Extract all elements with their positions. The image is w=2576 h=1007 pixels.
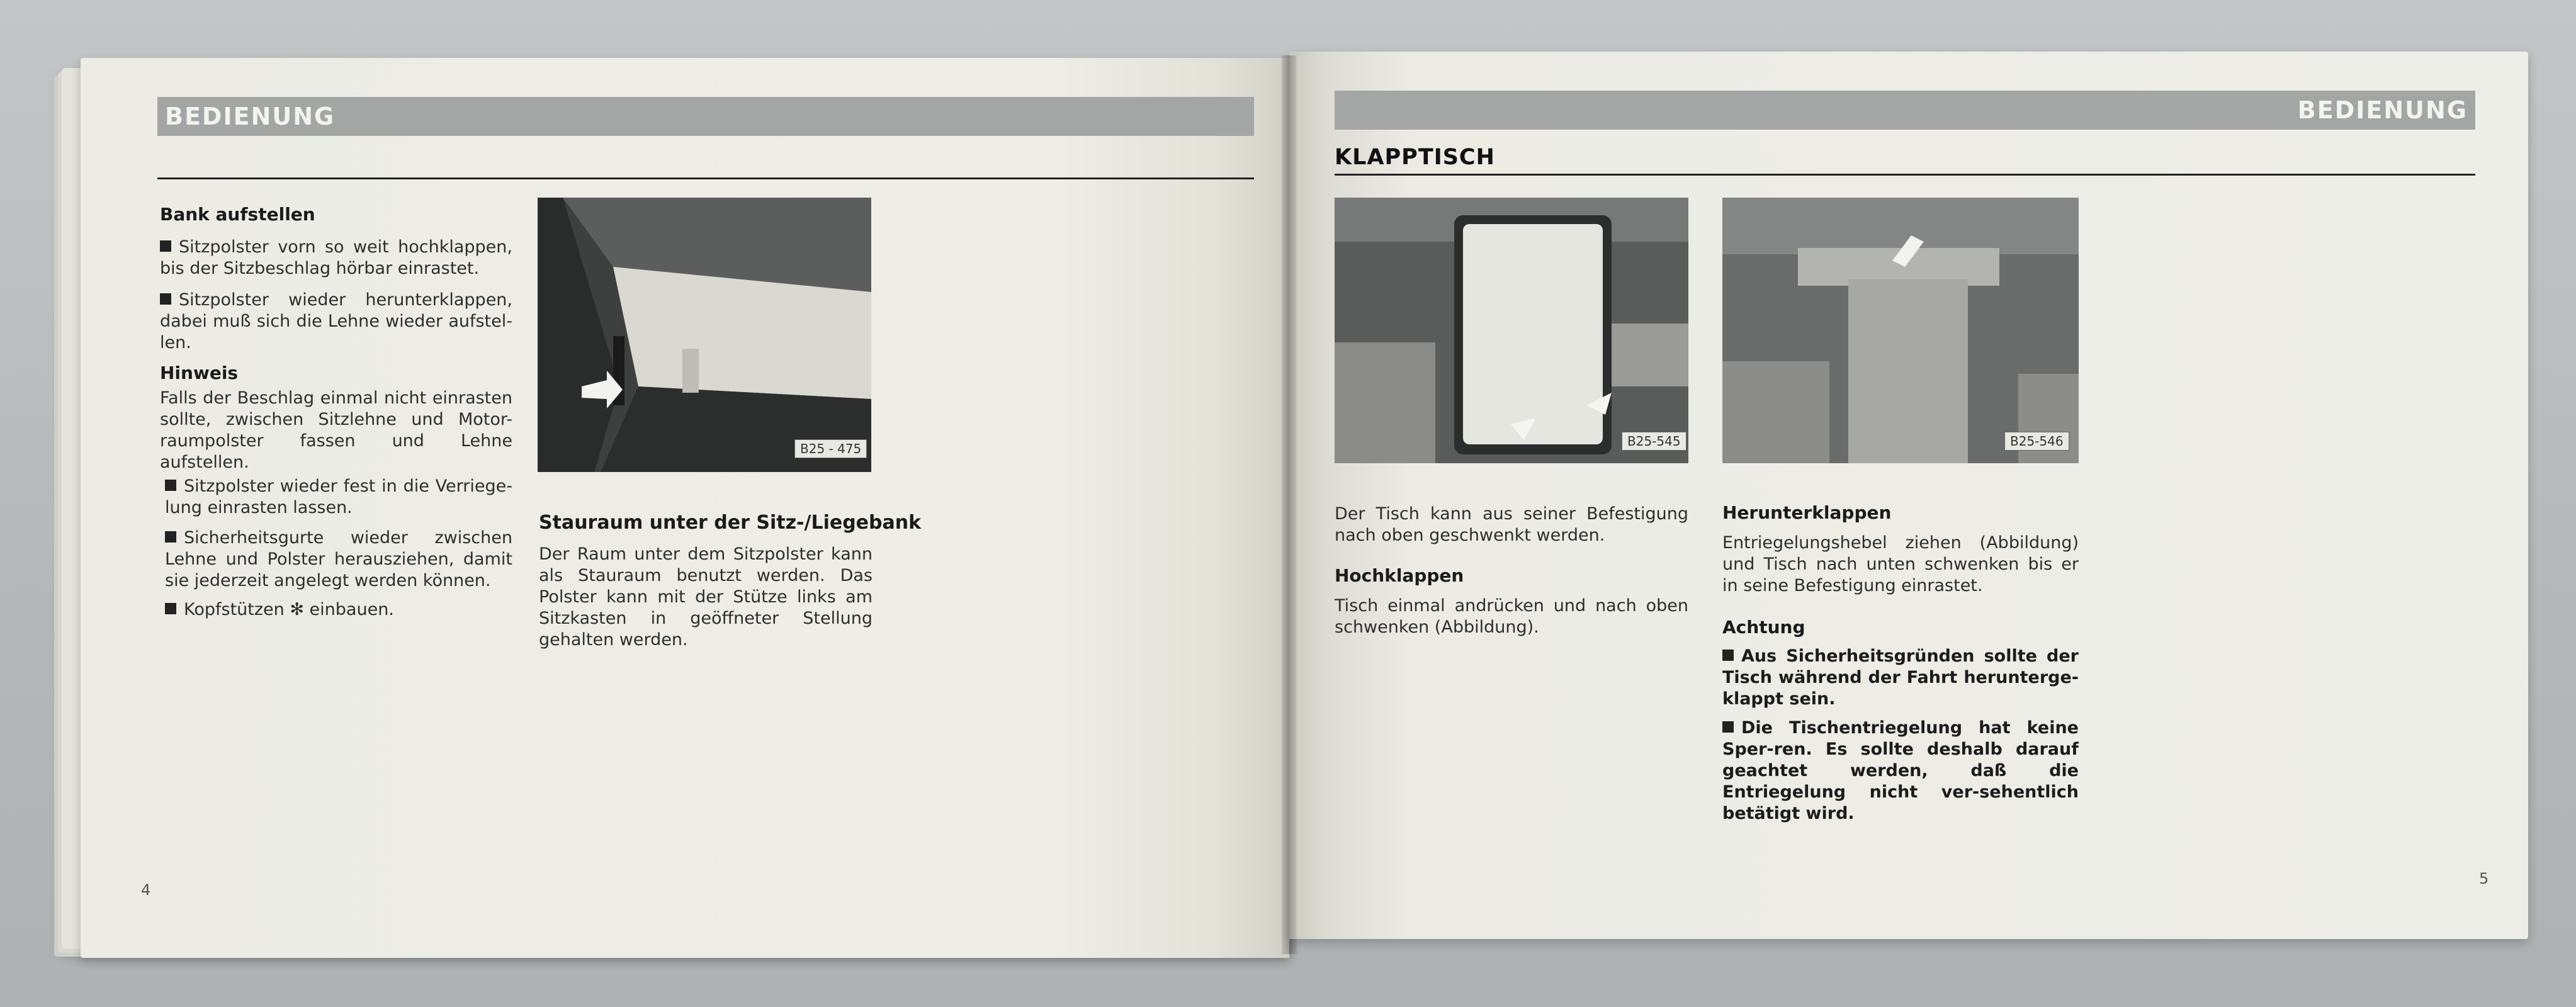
left-page [81, 58, 1289, 958]
left-bullet-4 [165, 527, 512, 592]
seat-bracket-illustration [538, 198, 871, 472]
bank-aufstellen-title: Bank aufstellen [160, 204, 315, 225]
bullet-square-icon [1722, 650, 1734, 661]
left-header-rule [157, 177, 1254, 179]
bank-bullet-2-text: Sitzpolster wieder herunterklappen, dabei muß sich die Lehne wieder aufstel-len. [160, 290, 512, 352]
bullet-square-icon [165, 603, 176, 614]
achtung-bullet-1-text: Aus Sicherheitsgründen sollte der Tisch während der Fahrt herunterge-klappt sein. [1722, 646, 2079, 709]
left-bullet-4-text: Sicherheitsgurte wieder zwischen Lehne und Polster herausziehen, damit sie jederzeit angelegt werden können. [165, 528, 512, 590]
left-bullet-3 [165, 476, 512, 519]
table-release-photo [1722, 198, 2079, 463]
achtung-title: Achtung [1722, 617, 1805, 638]
bank-bullet-2 [160, 290, 512, 354]
hinweis-text: Falls der Beschlag einmal nicht einrasten sollte, zwischen Sitzlehne und Motor-raumpolster fassen und Lehne aufstellen. [160, 388, 512, 472]
hinweis-title: Hinweis [160, 363, 239, 383]
bullet-square-icon [160, 240, 171, 252]
photo-code-b25-475: B25 - 475 [794, 439, 867, 458]
table-release-illustration [1722, 198, 2079, 463]
hochklappen-text: Tisch einmal andrücken und nach oben schwenken (Abbildung). [1335, 596, 1688, 637]
seat-bracket-photo [538, 198, 871, 472]
stauraum-title: Stauraum unter der Sitz-/Liegebank [539, 512, 922, 534]
herunterklappen-title: Herunterklappen [1722, 502, 1892, 523]
stauraum-text: Der Raum unter dem Sitzpolster kann als Stauraum benutzt werden. Das Polster kann mit der Stütze links am Sitzkasten in geöffneter Stellung gehalten werden. [539, 544, 873, 650]
bank-bullet-1 [160, 237, 512, 279]
klapptisch-intro: Der Tisch kann aus seiner Befestigung nach oben geschwenkt werden. [1335, 504, 1688, 545]
klapptisch-title: KLAPPTISCH [1335, 145, 1495, 170]
left-page-number: 4 [141, 881, 151, 899]
bullet-square-icon [1722, 721, 1734, 733]
bank-bullet-1-text: Sitzpolster vorn so weit hochklappen, bis der Sitzbeschlag hörbar einrastet. [160, 237, 512, 278]
right-page-number: 5 [2479, 870, 2489, 887]
achtung-bullet-1 [1722, 646, 2079, 710]
right-header-rule [1335, 174, 2475, 176]
table-folded-photo [1335, 198, 1688, 463]
left-bullet-5 [165, 599, 512, 621]
bullet-square-icon [160, 293, 171, 305]
left-bullet-5-text: Kopfstützen ✻ einbauen. [184, 600, 394, 619]
photo-code-b25-546: B25-546 [2004, 432, 2069, 451]
photo-code-b25-545: B25-545 [1622, 432, 1686, 451]
hochklappen-title: Hochklappen [1335, 565, 1464, 586]
book-spine-shadow [1282, 55, 1297, 954]
bullet-square-icon [165, 480, 176, 491]
achtung-bullet-2-text: Die Tischentriegelung hat keine Sper-ren. Es sollte deshalb darauf geachtet werden, daß die Entriegelung nicht ver-sehentlich betätigt wird. [1722, 718, 2079, 823]
herunterklappen-text: Entriegelungshebel ziehen (Abbildung) und Tisch nach unten schwenken bis er in seine Befestigung einrastet. [1722, 533, 2079, 595]
bullet-square-icon [165, 531, 176, 543]
left-header-bar: BEDIENUNG [157, 97, 1254, 136]
left-bullet-3-text: Sitzpolster wieder fest in die Verriege-lung einrasten lassen. [165, 476, 512, 517]
achtung-bullet-2 [1722, 717, 2079, 824]
right-page [1289, 52, 2528, 939]
table-folded-illustration [1335, 198, 1688, 463]
right-header-bar: BEDIENUNG [1335, 91, 2475, 130]
